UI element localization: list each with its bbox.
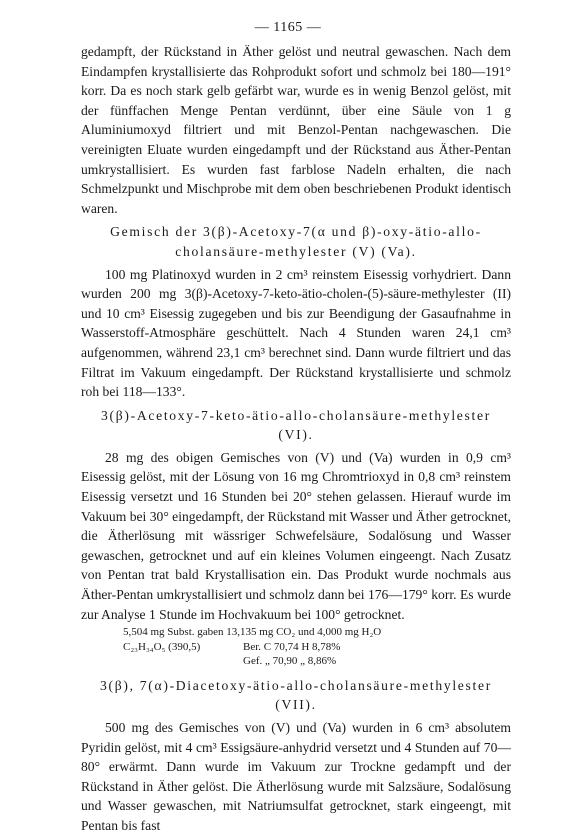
section-heading-diacetoxy: 3(β), 7(α)-Diacetoxy-ätio-allo-cholansäure-methylester (VII).: [100, 677, 492, 713]
analysis-formula: C₂₃H₃₄O₅ (390,5): [123, 640, 201, 653]
document-body: [81, 42, 511, 835]
section-heading-keto-ester: 3(β)-Acetoxy-7-keto-ätio-allo-cholansäure-methylester (VI).: [101, 407, 491, 443]
paragraph-acetylation: 500 mg des Gemisches von (V) und (Va) wurden in 6 cm³ absolutem Pyridin gelöst, mit 4 cm³ Essigsäure-anhydrid versetzt und 4 Stunden auf 70—80° erwärmt. Dann wurde im Vakuum zur Trockne gedampft und der Rückstand in Äther gelöst. Die Ätherlösung wurde mit Salzsäure, Sodalösung und Wasser gewaschen, mit Natriumsulfat getrocknet, stark eingeengt, mit Pentan bis fast: [81, 719, 511, 833]
section-heading-mixture: Gemisch der 3(β)-Acetoxy-7(α und β)-oxy-ätio-allo-cholansäure-methylester (V) (Va).: [110, 224, 482, 259]
analysis-measurement: 5,504 mg Subst. gaben 13,135 mg CO₂ und 4,000 mg H₂O: [123, 626, 382, 639]
analysis-calculated: Ber. C 70,74 H 8,78%: [243, 640, 341, 653]
analysis-found: Gef. „ 70,90 „ 8,86%: [243, 655, 337, 668]
page-number: — 1165 —: [254, 20, 322, 35]
paragraph-oxidation: 28 mg des obigen Gemisches von (V) und (Va) wurden in 0,9 cm³ Eisessig gelöst, mit der Lösung von 16 mg Chromtrioxyd in 0,8 cm³ reinstem Eisessig versetzt und 16 Stunden bei 20° stehen gelassen. Hierauf wurde im Vakuum bei 30° eingedampft, der Rückstand mit Wasser und Äther getrocknet, die Ätherlösung mit wässriger Schwefelsäure, Sodalösung und Wasser gewaschen, getrocknet und auf ein kleines Volumen eingeengt. Nach Zusatz von Pentan trat bald Krystallisation ein. Das Produkt wurde nochmals aus Äther-Pentan umkrystallisiert und schmolz dann bei 176—179° korr. Es wurde zur Analyse 1 Stunde im Hochvakuum bei 100° getrocknet.: [81, 449, 511, 622]
paragraph-hydrogenation: 100 mg Platinoxyd wurden in 2 cm³ reinstem Eisessig vorhydriert. Dann wurden 200 mg 3(β)-Acetoxy-7-keto-ätio-cholen-(5)-säure-methylester (II) und 10 cm³ Eisessig zugegeben und bis zur Beendigung der Gasaufnahme in Wasserstoff-Atmosphäre geschüttelt. Nach 4 Stunden waren 24,1 cm³ aufgenommen, während 23,1 cm³ berechnet sind. Dann wurde filtriert und das Filtrat im Vakuum eingedampft. Der Rückstand krystallisierte und schmolz roh bei 118—133°.: [81, 266, 511, 400]
paragraph-continuation: gedampft, der Rückstand in Äther gelöst und neutral gewaschen. Nach dem Eindampfen krystallisierte das Rohprodukt sofort und schmolz bei 180—191° korr. Da es noch stark gelb gefärbt war, wurde es in wenig Benzol gelöst, mit der fünffachen Menge Pentan verdünnt, über eine Säule von 1 g Aluminiumoxyd filtriert und mit Benzol-Pentan nachgewaschen. Die vereinigten Eluate wurden eingedampft und der Rückstand aus Äther-Pentan umkrystallisiert. Es wurden fast farblose Nadeln erhalten, die nach Schmelzpunkt und Mischprobe mit dem oben beschriebenen Produkt identisch waren.: [81, 44, 511, 216]
elemental-analysis: [81, 625, 511, 669]
